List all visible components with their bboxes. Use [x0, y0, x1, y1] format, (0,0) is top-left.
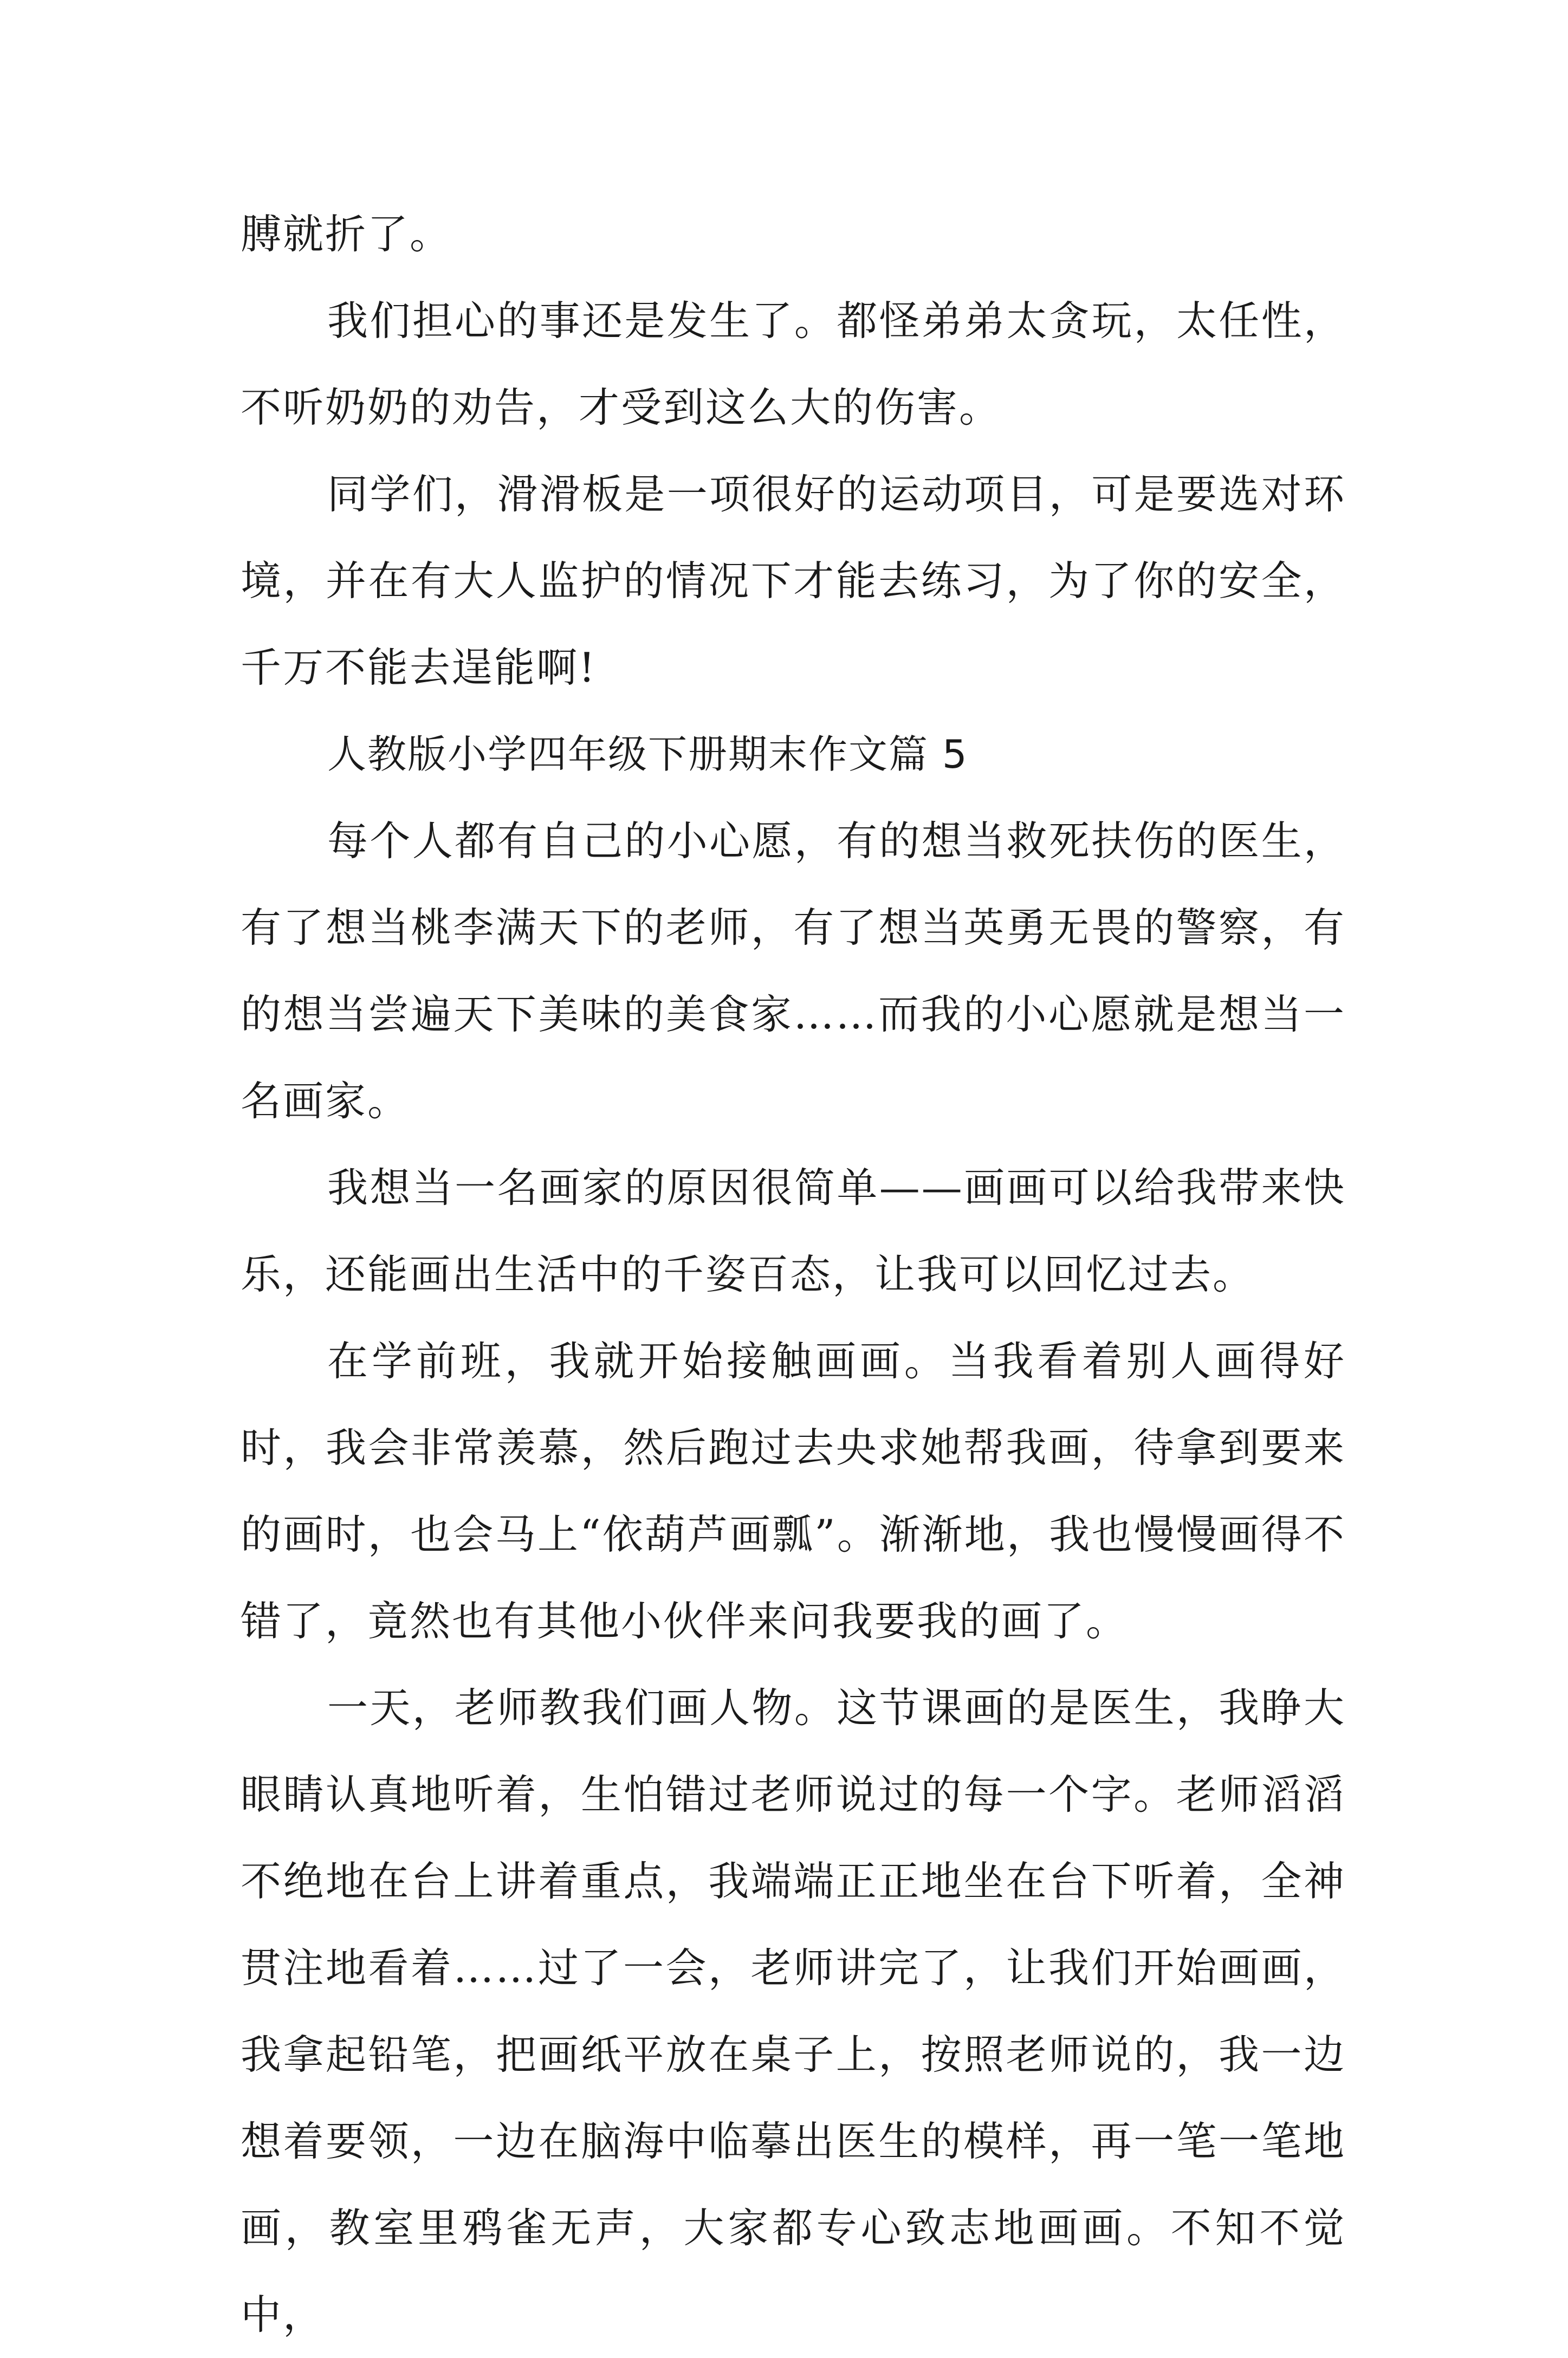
paragraph: 同学们，滑滑板是一项很好的运动项目，可是要选对环境，并在有大人监护的情况下才能去练习，为了你的安全，千万不能去逞能啊!	[241, 470, 1346, 691]
section-heading: 人教版小学四年级下册期末作文篇 5	[327, 731, 968, 777]
document-body	[241, 191, 1346, 2358]
paragraph: 我们担心的事还是发生了。都怪弟弟太贪玩，太任性，不听奶奶的劝告，才受到这么大的伤害。	[241, 297, 1346, 431]
paragraph: 一天，老师教我们画人物。这节课画的是医生，我睁大眼睛认真地听着，生怕错过老师说过的每一个字。老师滔滔不绝地在台上讲着重点，我端端正正地坐在台下听着，全神贯注地看着……过了一会，老师讲完了，让我们开始画画，我拿起铅笔，把画纸平放在桌子上，按照老师说的，我一边想着要领，一边在脑海中临摹出医生的模样，再一笔一笔地画，教室里鸦雀无声，大家都专心致志地画画。不知不觉中，	[241, 1684, 1346, 2338]
paragraph-continued: 膊就折了。	[241, 210, 452, 258]
paragraph: 每个人都有自己的小心愿，有的想当救死扶伤的医生，有了想当桃李满天下的老师，有了想当英勇无畏的警察，有的想当尝遍天下美味的美食家……而我的小心愿就是想当一名画家。	[241, 817, 1346, 1125]
paragraph: 在学前班，我就开始接触画画。当我看着别人画得好时，我会非常羡慕，然后跑过去央求她帮我画，待拿到要来的画时，也会马上“依葫芦画瓢”。渐渐地，我也慢慢画得不错了，竟然也有其他小伙伴来问我要我的画了。	[241, 1337, 1346, 1645]
paragraph: 我想当一名画家的原因很简单——画画可以给我带来快乐，还能画出生活中的千姿百态，让我可以回忆过去。	[241, 1164, 1346, 1298]
